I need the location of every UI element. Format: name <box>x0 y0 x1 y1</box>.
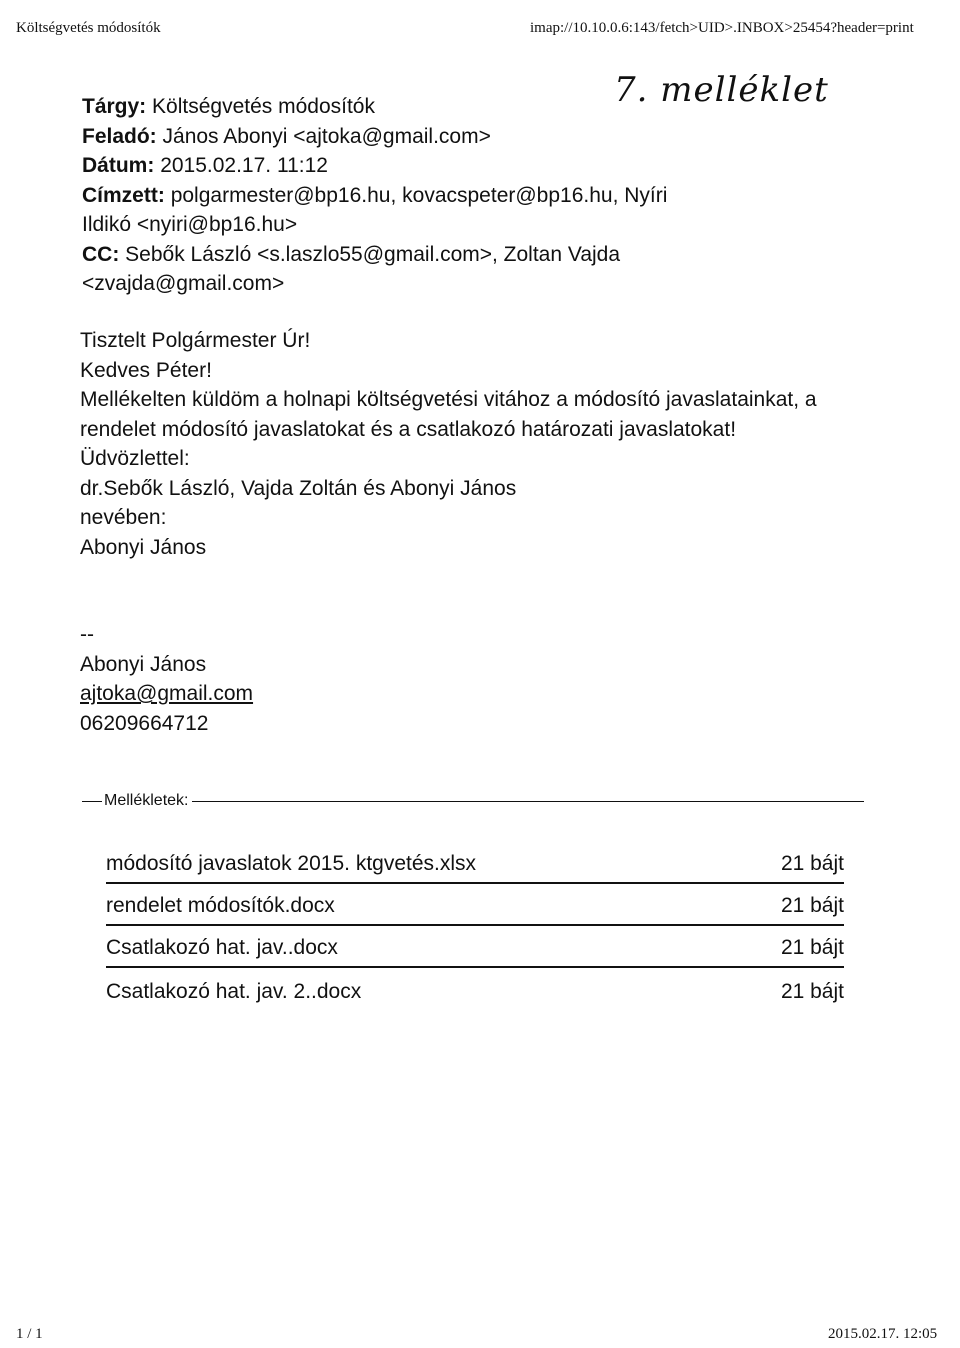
signature-email-link[interactable]: ajtoka@gmail.com <box>80 682 254 705</box>
to-line <box>82 181 722 240</box>
signature-phone: 06209664712 <box>80 711 209 735</box>
attachment-name[interactable]: Csatlakozó hat. jav. 2..docx <box>106 980 362 1003</box>
signature-block <box>80 620 680 738</box>
print-timestamp: 2015.02.17. 12:05 <box>828 1326 938 1342</box>
attachments-divider-right <box>192 801 864 802</box>
attachment-size: 21 bájt <box>780 894 844 917</box>
to-label: Címzett: <box>82 183 165 207</box>
page-number: 1 / 1 <box>16 1326 43 1342</box>
print-header-url: imap://10.10.0.6:143/fetch>UID>.INBOX>25454?header=print <box>530 20 914 36</box>
signature-name: Abonyi János <box>80 652 207 676</box>
attachment-size: 21 bájt <box>780 980 844 1003</box>
print-header-title: Költségvetés módosítók <box>16 20 161 36</box>
to-value: polgarmester@bp16.hu, kovacspeter@bp16.hu, Nyíri Ildikó <nyiri@bp16.hu> <box>82 183 668 236</box>
cc-value: Sebők László <s.laszlo55@gmail.com>, Zoltan Vajda <zvajda@gmail.com> <box>82 242 621 295</box>
attachment-row[interactable] <box>106 926 844 968</box>
attachments-divider-left <box>82 801 102 802</box>
body-paragraph: Mellékelten küldöm a holnapi költségvetési vitához a módosító javaslatainkat, a rendelet módosító javaslatokat és a csatlakozó határozati javaslatokat! <box>80 388 817 441</box>
attachment-list <box>106 842 844 1010</box>
handwritten-note: 7. melléklet <box>614 70 829 110</box>
attachments-label: Mellékletek: <box>104 792 189 809</box>
attachment-name[interactable]: rendelet módosítók.docx <box>106 894 335 917</box>
email-headers <box>82 92 882 299</box>
attachments-header <box>82 792 864 810</box>
cc-label: CC: <box>82 242 120 266</box>
date-label: Dátum: <box>82 154 155 177</box>
date-value: 2015.02.17. 11:12 <box>160 154 328 177</box>
attachment-name[interactable]: Csatlakozó hat. jav..docx <box>106 936 338 959</box>
attachment-size: 21 bájt <box>780 852 844 875</box>
subject-value: Költségvetés módosítók <box>152 95 375 118</box>
from-value: János Abonyi <ajtoka@gmail.com> <box>162 124 491 148</box>
closing: Üdvözlettel: <box>80 447 190 470</box>
from-label: Feladó: <box>82 124 157 148</box>
from-line <box>82 122 882 152</box>
attachment-row[interactable] <box>106 842 844 884</box>
greeting-2: Kedves Péter! <box>80 358 212 382</box>
date-line <box>82 151 882 181</box>
attachment-row[interactable] <box>106 968 844 1010</box>
greeting-1: Tisztelt Polgármester Úr! <box>80 329 311 352</box>
signature-separator: -- <box>80 623 94 646</box>
sender-name: Abonyi János <box>80 535 207 559</box>
attachment-size: 21 bájt <box>780 936 844 959</box>
cc-line <box>82 240 722 299</box>
subject-line <box>82 92 882 122</box>
signers: dr.Sebők László, Vajda Zoltán és Abonyi János <box>80 476 517 500</box>
subject-label: Tárgy: <box>82 95 147 118</box>
attachment-row[interactable] <box>106 884 844 926</box>
on-behalf: nevében: <box>80 506 167 529</box>
attachment-name[interactable]: módosító javaslatok 2015. ktgvetés.xlsx <box>106 852 477 875</box>
email-body <box>80 326 880 562</box>
